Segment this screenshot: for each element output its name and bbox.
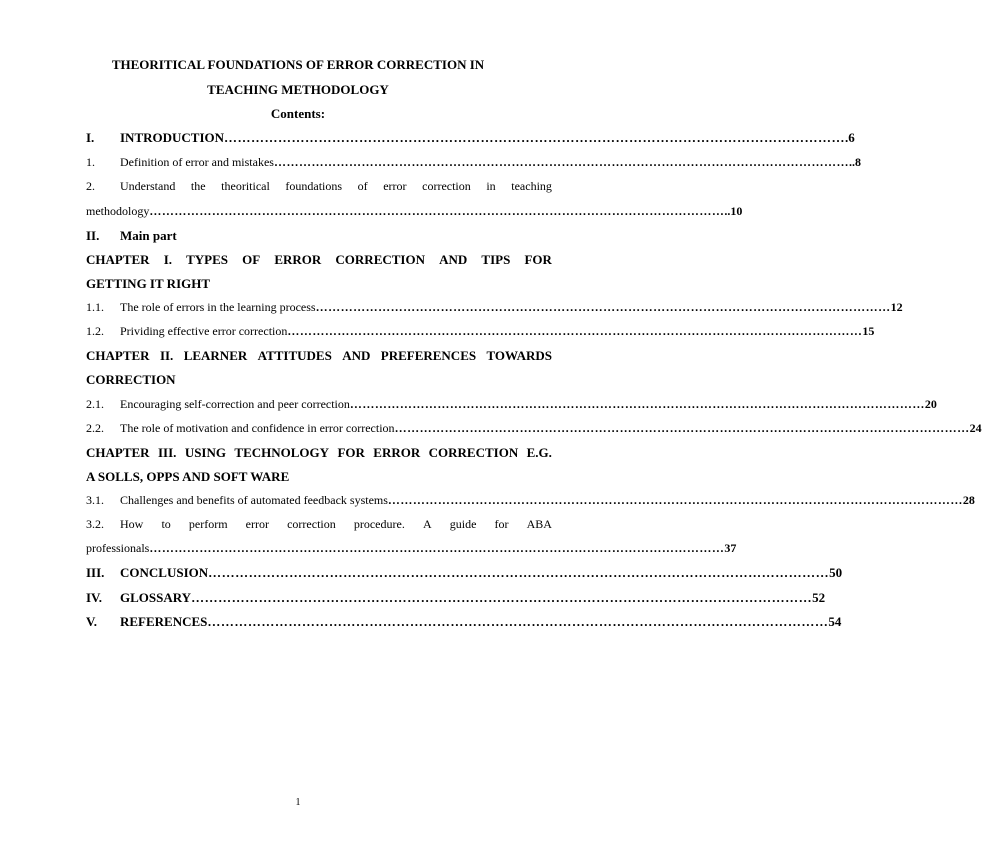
- toc-leader-dots: …………………………………………………………………………………………………………………………: [191, 590, 813, 605]
- toc-word: CORRECTION: [428, 445, 519, 460]
- toc-entry-page: 24: [969, 421, 982, 435]
- toc-entry-label: The role of errors in the learning process: [120, 300, 316, 314]
- toc-entry-label: Definition of error and mistakes: [120, 155, 274, 169]
- toc-word: procedure.: [353, 517, 405, 531]
- toc-word: TYPES: [186, 252, 229, 267]
- toc-word: ERROR: [373, 445, 421, 460]
- toc-entry-number: 3.1.: [86, 493, 104, 507]
- toc-entry-page: 52: [812, 590, 826, 605]
- toc-word: FOR: [337, 445, 365, 460]
- toc-entry-page: 15: [862, 324, 875, 338]
- toc-entry-3-2-line1[interactable]: [120, 517, 552, 532]
- toc-leader-dots: …………………………………………………………………………………………………………………………: [207, 614, 829, 629]
- toc-word: PREFERENCES: [380, 348, 477, 363]
- toc-word: error: [383, 179, 407, 193]
- toc-word: foundations: [285, 179, 343, 193]
- toc-entry-number: 1.1.: [86, 300, 104, 314]
- toc-entry-number: 3.2.: [86, 517, 104, 531]
- toc-entry-number: 2.1.: [86, 397, 104, 411]
- toc-word: III.: [157, 445, 177, 460]
- toc-entry-number: I.: [86, 130, 95, 145]
- toc-word: guide: [449, 517, 477, 531]
- toc-word: A: [422, 517, 432, 531]
- page-number: 1: [295, 797, 301, 808]
- toc-chapter-3-line1[interactable]: [86, 445, 552, 461]
- toc-entry-label: GLOSSARY: [120, 590, 192, 605]
- toc-entry-page: 28: [962, 493, 975, 507]
- toc-word: I.: [163, 252, 172, 267]
- toc-word: AND: [439, 252, 468, 267]
- toc-chapter-1-line2[interactable]: GETTING IT RIGHT: [86, 276, 211, 291]
- toc-entry-label: Challenges and benefits of automated feedback systems: [120, 493, 388, 507]
- toc-word: ATTITUDES: [257, 348, 332, 363]
- toc-word: LEARNER: [183, 348, 248, 363]
- toc-entry-label: REFERENCES: [120, 614, 208, 629]
- toc-word: E.G.: [526, 445, 552, 460]
- toc-entry-number: 2.: [86, 179, 95, 193]
- toc-chapter-1-line1[interactable]: [86, 252, 552, 268]
- toc-entry-page: ..8: [848, 155, 861, 169]
- toc-entry-number: III.: [86, 565, 105, 580]
- toc-entry-label: CONCLUSION: [120, 565, 209, 580]
- toc-leader-dots: …………………………………………………………………………………………………………………………: [315, 300, 891, 314]
- toc-entry-1-2[interactable]: [86, 324, 875, 342]
- toc-leader-dots: …………………………………………………………………………………………………………………………: [287, 324, 863, 338]
- toc-entry-understand-line2[interactable]: [86, 204, 743, 222]
- toc-entry-conclusion[interactable]: [86, 565, 843, 583]
- toc-entry-references[interactable]: [86, 614, 842, 632]
- toc-chapter-3-line2[interactable]: A SOLLS, OPPS AND SOFT WARE: [86, 469, 290, 484]
- toc-word: TIPS: [481, 252, 511, 267]
- toc-chapter-2-line1[interactable]: [86, 348, 552, 364]
- toc-word: in: [486, 179, 496, 193]
- toc-entry-2-1[interactable]: [86, 397, 937, 415]
- toc-entry-number: 1.2.: [86, 324, 104, 338]
- toc-word: CHAPTER: [86, 348, 150, 363]
- toc-chapter-2-line2[interactable]: CORRECTION: [86, 372, 176, 387]
- toc-leader-dots: …………………………………………………………………………………………………………………………: [208, 565, 830, 580]
- document-title-line2: TEACHING METHODOLOGY: [207, 82, 389, 97]
- toc-word: correction: [287, 517, 336, 531]
- toc-leader-dots: …………………………………………………………………………………………………………………………: [387, 493, 963, 507]
- toc-entry-number: IV.: [86, 590, 103, 605]
- toc-word: USING: [184, 445, 226, 460]
- toc-leader-dots: …………………………………………………………………………………………………………………………: [224, 130, 846, 145]
- toc-leader-dots: …………………………………………………………………………………………………………………………: [149, 204, 725, 218]
- toc-entry-label: The role of motivation and confidence in error correction: [120, 421, 395, 435]
- toc-word: correction: [422, 179, 471, 193]
- toc-leader-dots: …………………………………………………………………………………………………………………………: [273, 155, 849, 169]
- toc-entry-page: 54: [828, 614, 842, 629]
- toc-word: teaching: [511, 179, 552, 193]
- toc-word: CHAPTER: [86, 445, 150, 460]
- toc-entry-page: 12: [890, 300, 903, 314]
- toc-entry-main-part[interactable]: Main part: [120, 228, 177, 243]
- toc-entry-page: 50: [829, 565, 843, 580]
- toc-leader-dots: …………………………………………………………………………………………………………………………: [394, 421, 970, 435]
- toc-entry-glossary[interactable]: [86, 590, 826, 608]
- toc-word: of: [357, 179, 368, 193]
- toc-word: TECHNOLOGY: [234, 445, 330, 460]
- toc-entry-label: professionals: [86, 541, 150, 555]
- toc-entry-3-2-line2[interactable]: [86, 541, 737, 559]
- toc-entry-label: Encouraging self-correction and peer correction: [120, 397, 350, 411]
- toc-word: FOR: [524, 252, 552, 267]
- toc-word: AND: [342, 348, 371, 363]
- toc-entry-definition[interactable]: [86, 155, 861, 173]
- toc-entry-1-1[interactable]: [86, 300, 903, 318]
- toc-entry-number: 1.: [86, 155, 95, 169]
- toc-word: Understand: [120, 179, 176, 193]
- toc-entry-page: .6: [845, 130, 855, 145]
- toc-word: the: [190, 179, 206, 193]
- toc-word: error: [245, 517, 269, 531]
- toc-entry-3-1[interactable]: [86, 493, 975, 511]
- toc-word: ABA: [526, 517, 552, 531]
- toc-leader-dots: …………………………………………………………………………………………………………………………: [149, 541, 725, 555]
- toc-entry-number: II.: [86, 228, 100, 243]
- toc-word: for: [494, 517, 509, 531]
- toc-word: II.: [159, 348, 174, 363]
- toc-word: theoritical: [221, 179, 270, 193]
- toc-entry-number: 2.2.: [86, 421, 104, 435]
- toc-entry-understand-line1[interactable]: [120, 179, 552, 194]
- toc-word: OF: [242, 252, 261, 267]
- toc-entry-label: INTRODUCTION: [120, 130, 225, 145]
- toc-word: to: [161, 517, 171, 531]
- toc-entry-introduction[interactable]: [86, 130, 855, 148]
- toc-word: CORRECTION: [335, 252, 425, 267]
- toc-entry-page: 20: [924, 397, 937, 411]
- toc-word: How: [120, 517, 144, 531]
- toc-word: TOWARDS: [486, 348, 552, 363]
- toc-entry-page: 37: [724, 541, 737, 555]
- toc-word: perform: [188, 517, 228, 531]
- contents-heading: Contents:: [270, 106, 326, 121]
- toc-entry-number: V.: [86, 614, 97, 629]
- toc-word: ERROR: [274, 252, 322, 267]
- toc-entry-page: ..10: [724, 204, 743, 218]
- toc-entry-2-2[interactable]: [86, 421, 982, 439]
- toc-word: CHAPTER: [86, 252, 150, 267]
- toc-entry-label: Prividing effective error correction: [120, 324, 288, 338]
- toc-leader-dots: …………………………………………………………………………………………………………………………: [349, 397, 925, 411]
- document-title-line1: THEORITICAL FOUNDATIONS OF ERROR CORRECTION IN: [111, 57, 485, 72]
- toc-entry-label: methodology: [86, 204, 150, 218]
